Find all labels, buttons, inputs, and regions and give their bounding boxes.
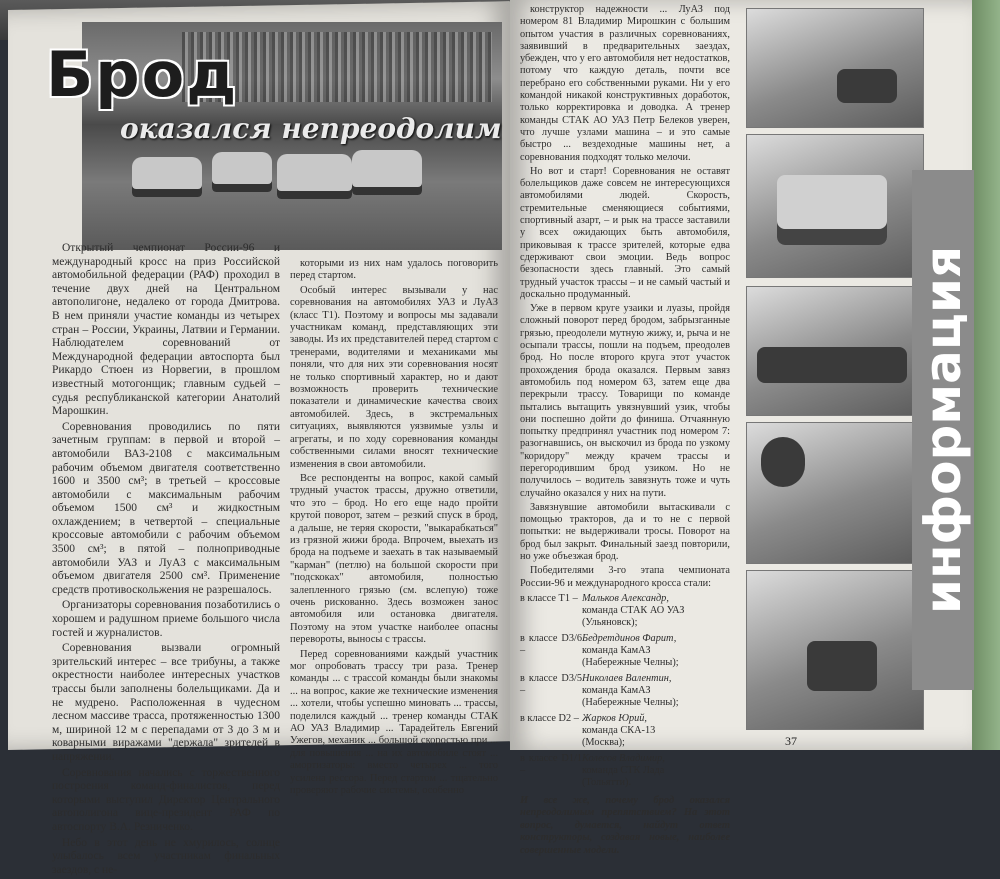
photo-uaz <box>746 134 924 278</box>
photo-ceremony <box>746 422 924 564</box>
paragraph: конструктор надежности ... ЛуАЗ под номером 81 Владимир Мирошкин с большим опытом участия в различных соревнованиях, заявивший в предварительных заездах, убежден, что у его автомобиля нет недостатков, потому что каждую деталь, почти все перебрано его собственными руками. Ни у его командой никакой конструктивных доработок, только корректировка и доводка. А тренер команды СТАК АО УАЗ Петр Белеков уверен, что лучше узлами машина – и это самые быстро ... вездеходные машины нет, а соревнования подходят только мелочи. <box>520 4 730 163</box>
winner-name: Жарков Юрий, <box>582 712 647 724</box>
winner-city: (Тольятти). <box>582 776 632 788</box>
paragraph: Но вот и старт! Соревнования не оставят болельщиков даже совсем не интересующихся автомобилями людей. Скорость, стремительные сменяющиеся событиями, спортивный азарт, – и рык на трассе заставили у всех ожидающих быть автомобиля, приковывая к трассе зрителей, которые едва сдерживают свои эмоции. Ведь вопрос безопасности здесь главный. Это самый трудный участок трассы – и не самый частый и доскально продуманный. <box>520 165 730 300</box>
rally-car-icon <box>277 154 352 199</box>
paragraph: Соревнования проводились по пяти зачетным группам: в первой и второй – автомобили ВАЗ-2108 с максимальным рабочим объемом двигателя соответственно 1600 и 3500 см³; в третьей – кроссовые автомобили с максимальным рабочим объемом 1500 см³ и жидкостным охлаждением; в четвертой – специальные кроссовые автомобили с рабочим объемом 3500 см³; в пятой – полноприводные автомобили УАЗ и ЛуАЗ с максимальным объемом двигателя 2500 см³. Применение средств противоскольжения не разрешалось. <box>52 420 280 596</box>
cars-lineup-icon <box>757 347 907 383</box>
buggy-icon <box>837 69 897 103</box>
paragraph: Уже в первом круге узаики и луазы, пройдя сложный поворот перед бродом, забрызганные грязью, преодолели мутную жижу, и, рыча и не осыпали трассы, пошли на подъем, преодолев брод. Но после второго круга этот участок прохождения брода оказался. Первым завяз автомобиль под номером 63, затем еще два перекрыли трассу. Товарищи по команде пытались вытащить увязнувший узик, чтобы они поспешно дойти до финиша. Отчаянную попытку предпринял участник под номером 7: разогнавшись, он выскочил из брода по узкому "коридору" между крачем трассы и перегородившим брод узиком. Но не получилось – водитель завязнуть тоже и чуть случайно оказался у них на пути. <box>520 303 730 499</box>
rally-car-icon <box>132 157 202 197</box>
winner-row <box>520 713 730 749</box>
winner-team: команда СТК Лада <box>582 764 665 776</box>
text-column-2 <box>290 258 498 799</box>
photo-lineup <box>746 286 924 416</box>
section-label: информация <box>914 245 972 615</box>
paragraph: которыми из них нам удалось поговорить перед стартом. <box>290 258 498 282</box>
closing-paragraph: И все же, почему брод оказался непреодолимым препятствием? На этот вопрос, думается, найдут ответ конструкторы, создавая новые, наиболее совершенные модели. <box>520 794 730 856</box>
article-subtitle: оказался непреодолим <box>120 112 502 145</box>
winner-class: в классе D3/6 – <box>520 632 582 656</box>
winner-details <box>582 673 679 709</box>
winner-row <box>520 753 730 789</box>
winner-name: Колесов Владимир, <box>582 752 665 764</box>
winner-team: команда СКА-13 <box>582 724 656 736</box>
person-icon <box>761 437 805 487</box>
photo-buggy <box>746 8 924 128</box>
paragraph: Завязнувшие автомобили вытаскивали с помощью тракторов, да и то не с первой попытки: не выдерживали тросы. Поворот на брод был закрыт. Финальный заезд повторили, но уже объезжая брод. <box>520 501 730 563</box>
uaz-jeep-icon <box>777 175 887 245</box>
winner-details <box>582 753 665 789</box>
paragraph: Соревнования начались с торжественного построения команд-финалистов, перед которыми выступил Директор Центрального автополигона вице-президент РАФ по автоспорту В.А. Резниченко. <box>52 766 280 833</box>
winner-details <box>582 713 655 749</box>
rally-car-icon <box>352 150 422 195</box>
winner-team: команда КамАЗ <box>582 644 651 656</box>
winner-city: (Москва); <box>582 736 625 748</box>
winner-class: в классе Т1 – <box>520 592 578 604</box>
text-column-3 <box>520 4 730 857</box>
winner-team: команда СТАК АО УАЗ <box>582 604 685 616</box>
race-car-icon <box>807 641 877 691</box>
text-column-1 <box>52 242 280 879</box>
article-title: Брод <box>46 38 239 111</box>
winner-city: (Ульяновск); <box>582 616 638 628</box>
winner-row <box>520 673 730 709</box>
winner-row <box>520 633 730 669</box>
paragraph: Все респонденты на вопрос, какой самый трудный участок трассы, дружно ответили, что это – брод. Но его еще надо пройти крутой поворот, затем – резкий спуск в брод, а дальше, не теряя скорости, "выкарабкаться" из грязной жижи брода. Впрочем, выехать из брода на подъеме и заехать в так называемый "карман" (петлю) на большой скорости при "подскоках" автомобиля, полностью залепленного грязью (см. вслепую) тоже очень рискованно. Здесь возможен занос автомобиля или остановка двигателя. Поэтому на этом участке наиболее опасны перевороты, выносы с трассы. <box>290 472 498 646</box>
winner-city: (Набережные Челны); <box>582 656 679 668</box>
winner-row <box>520 593 730 629</box>
winner-name: Николаев Валентин, <box>582 672 672 684</box>
paragraph: Небо в этот день не хмурилось, солнце улыбалось всем участникам финальных заездов, с не- <box>52 836 280 876</box>
paragraph: Соревнования вызвали огромный зрительский интерес – все трибуны, а также окрестности наиболее интересных участков трассы были заполнены болельщиками. Да и не мудрено. Расположенная в чудесном лесном массиве трасса, протяженностью 1300 м, шириной 12 м с перепадами от 3 до 3 м и коварными виражами "держала" зрителей в напряжении. <box>52 642 280 763</box>
winner-class: в классе D3/5 – <box>520 672 582 696</box>
winners-list <box>520 593 730 789</box>
winner-name: Бедретдинов Фарит, <box>582 632 677 644</box>
winner-details <box>582 633 679 669</box>
rally-car-icon <box>212 152 272 192</box>
photo-race <box>746 570 924 730</box>
photo-strip <box>742 8 922 728</box>
paragraph: Организаторы соревнования позаботились о хорошем и радушном приеме большого числа гостей и журналистов. <box>52 599 280 639</box>
paragraph: Победителями 3-го этапа чемпионата России-96 и международного кросса стали: <box>520 565 730 589</box>
page-number: 37 <box>785 734 797 748</box>
paragraph: Перед соревнованиями каждый участник мог опробовать трассу три раза. Тренер команды ... с трассой команды были знакомы ... на вопрос, какие же технические изменения ... хотели, чтобы успешно миновать ... трассы, поделился каждый ... тренер команды СТАК АО УАЗ Владимир ... Тарадейтель Евгений Ужегов, механик ... большой скоростью при ... для повышения ... на их автомобиле стоят ... амортизаторы: вместо четырех ... того усилена рессора. Перед стартом ... тщательно проверяют рабочие системы, особенно <box>290 648 498 797</box>
winner-name: Мальков Александр, <box>582 592 669 604</box>
winner-class: в классе D1/1 – <box>520 752 582 776</box>
winner-team: команда КамАЗ <box>582 684 651 696</box>
paragraph: Особый интерес вызывали у нас соревнования на автомобилях УАЗ и ЛуАЗ (класс Т1). Поэтому и вопросы мы задавали участникам команд, представляющих эти заводы. Из их представителей перед стартом с тренерами, водителями и механиками мы поняли, что для них эти соревнования носят не только спортивный характер, но и дают возможность проверить технические показатели и динамические качества своих автомобилей. Здесь, в экстремальных ситуациях, выявляются уязвимые узлы и агрегаты, и по ходу соревнования команды собственными силами вносят технические изменения в свои автомобили. <box>290 284 498 470</box>
winner-city: (Набережные Челны); <box>582 696 679 708</box>
winner-class: в классе D2 – <box>520 712 579 724</box>
winner-details <box>582 593 684 629</box>
paragraph: Открытый чемпионат России-96 и международный кросс на приз Российской автомобильной федерации (РАФ) проходил в течение двух дней на Центральном автополигоне, недалеко от города Дмитрова. В нем приняли участие команды из четырех стран – России, Украины, Латвии и Германии. Наблюдателем соревнований от Международной федерации автоспорта был Рикардо Стюен из Норвегии, в прошлом известный мотогонщик; главным судьей – судья республиканской категории Анатолий Марошкин. <box>52 242 280 418</box>
